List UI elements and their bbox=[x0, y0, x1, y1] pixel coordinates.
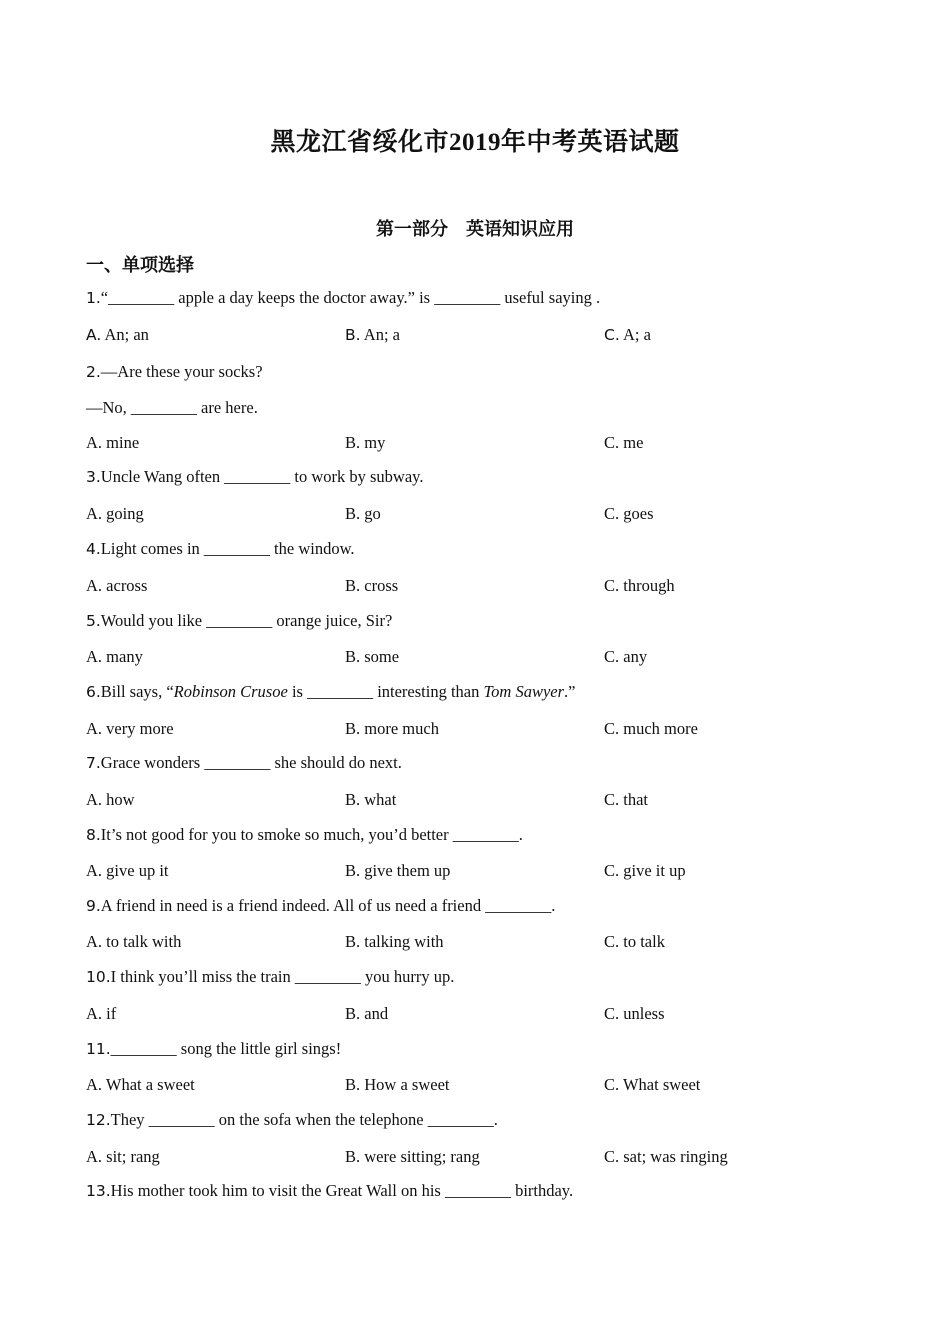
option-c: C. me bbox=[604, 433, 644, 452]
option-b: B. were sitting; rang bbox=[345, 1147, 480, 1166]
book-title: Tom Sawyer bbox=[483, 682, 565, 701]
book-title: Robinson Crusoe bbox=[173, 682, 288, 701]
option-a: A. how bbox=[86, 790, 135, 809]
option-a: A. mine bbox=[86, 433, 140, 452]
question-8 bbox=[86, 825, 523, 845]
option-a: A. What a sweet bbox=[86, 1075, 195, 1094]
question-text: Light comes in ________ the window. bbox=[100, 539, 355, 558]
question-text: Bill says, “ bbox=[100, 682, 174, 701]
question-number: 11. bbox=[86, 1040, 111, 1058]
question-4 bbox=[86, 539, 355, 559]
question-number: 9. bbox=[86, 897, 101, 915]
option-c: C. through bbox=[604, 576, 675, 595]
part-heading: 第一部分 英语知识应用 bbox=[376, 219, 574, 239]
option-letter: B. bbox=[345, 326, 361, 344]
question-text: His mother took him to visit the Great Wall on his ________ birthday. bbox=[110, 1181, 574, 1200]
option-b: B. what bbox=[345, 790, 397, 809]
option-b: B. and bbox=[345, 1004, 389, 1023]
option-a: A. many bbox=[86, 647, 143, 666]
question-text: .” bbox=[564, 682, 576, 701]
question-13 bbox=[86, 1181, 573, 1201]
question-text: “________ apple a day keeps the doctor away.” is ________ useful saying . bbox=[100, 288, 601, 307]
option-b: B. some bbox=[345, 647, 400, 666]
option-a: A. if bbox=[86, 1004, 117, 1023]
question-text: It’s not good for you to smoke so much, you’d better ________. bbox=[100, 825, 523, 844]
question-number: 7. bbox=[86, 754, 101, 772]
option-b: B. give them up bbox=[345, 861, 451, 880]
option-c: C. goes bbox=[604, 504, 654, 523]
question-10 bbox=[86, 967, 454, 987]
option-a: A. give up it bbox=[86, 861, 169, 880]
question-9 bbox=[86, 896, 555, 916]
option-c: C. much more bbox=[604, 719, 698, 738]
option-b: B. How a sweet bbox=[345, 1075, 450, 1094]
option-c: C. What sweet bbox=[604, 1075, 701, 1094]
question-number: 1. bbox=[86, 289, 101, 307]
option-b: B. my bbox=[345, 433, 386, 452]
question-number: 8. bbox=[86, 826, 101, 844]
question-text: Uncle Wang often ________ to work by subway. bbox=[100, 467, 424, 486]
question-number: 4. bbox=[86, 540, 101, 558]
question-number: 5. bbox=[86, 612, 101, 630]
option-c: C. that bbox=[604, 790, 648, 809]
question-text: Would you like ________ orange juice, Sir? bbox=[100, 611, 393, 630]
question-number: 10. bbox=[86, 968, 111, 986]
option-c: C. to talk bbox=[604, 932, 665, 951]
question-2-reply: —No, ________ are here. bbox=[86, 398, 258, 417]
option-c bbox=[604, 325, 651, 345]
option-a: A. very more bbox=[86, 719, 174, 738]
option-a: A. sit; rang bbox=[86, 1147, 160, 1166]
question-text: is ________ interesting than bbox=[287, 682, 484, 701]
question-number: 2. bbox=[86, 363, 101, 381]
question-2 bbox=[86, 362, 263, 382]
option-c: C. unless bbox=[604, 1004, 665, 1023]
question-text: They ________ on the sofa when the telephone ________. bbox=[110, 1110, 498, 1129]
question-text: I think you’ll miss the train ________ you hurry up. bbox=[110, 967, 455, 986]
question-text: —Are these your socks? bbox=[100, 362, 263, 381]
question-6 bbox=[86, 682, 576, 702]
option-text: An; an bbox=[104, 325, 149, 344]
option-a: A. across bbox=[86, 576, 148, 595]
option-b: B. more much bbox=[345, 719, 439, 738]
option-c: C. sat; was ringing bbox=[604, 1147, 728, 1166]
option-text: A; a bbox=[622, 325, 651, 344]
option-letter: A. bbox=[86, 326, 102, 344]
question-text: A friend in need is a friend indeed. All of us need a friend ________. bbox=[100, 896, 556, 915]
section-heading: 一、单项选择 bbox=[86, 255, 194, 275]
question-1 bbox=[86, 288, 600, 308]
question-5 bbox=[86, 611, 392, 631]
option-b: B. go bbox=[345, 504, 381, 523]
option-a: A. going bbox=[86, 504, 144, 523]
question-7 bbox=[86, 753, 402, 773]
option-b: B. cross bbox=[345, 576, 399, 595]
option-a bbox=[86, 325, 149, 345]
option-c: C. any bbox=[604, 647, 648, 666]
exam-title: 黑龙江省绥化市2019年中考英语试题 bbox=[270, 129, 680, 156]
question-11 bbox=[86, 1039, 341, 1059]
question-text: Grace wonders ________ she should do next. bbox=[100, 753, 402, 772]
option-text: An; a bbox=[363, 325, 400, 344]
option-b: B. talking with bbox=[345, 932, 444, 951]
question-text: ________ song the little girl sings! bbox=[110, 1039, 342, 1058]
question-number: 12. bbox=[86, 1111, 111, 1129]
question-3 bbox=[86, 467, 423, 487]
option-b bbox=[345, 325, 400, 345]
question-number: 3. bbox=[86, 468, 101, 486]
question-number: 13. bbox=[86, 1182, 111, 1200]
option-letter: C. bbox=[604, 326, 620, 344]
option-c: C. give it up bbox=[604, 861, 686, 880]
option-a: A. to talk with bbox=[86, 932, 182, 951]
question-12 bbox=[86, 1110, 498, 1130]
question-number: 6. bbox=[86, 683, 101, 701]
